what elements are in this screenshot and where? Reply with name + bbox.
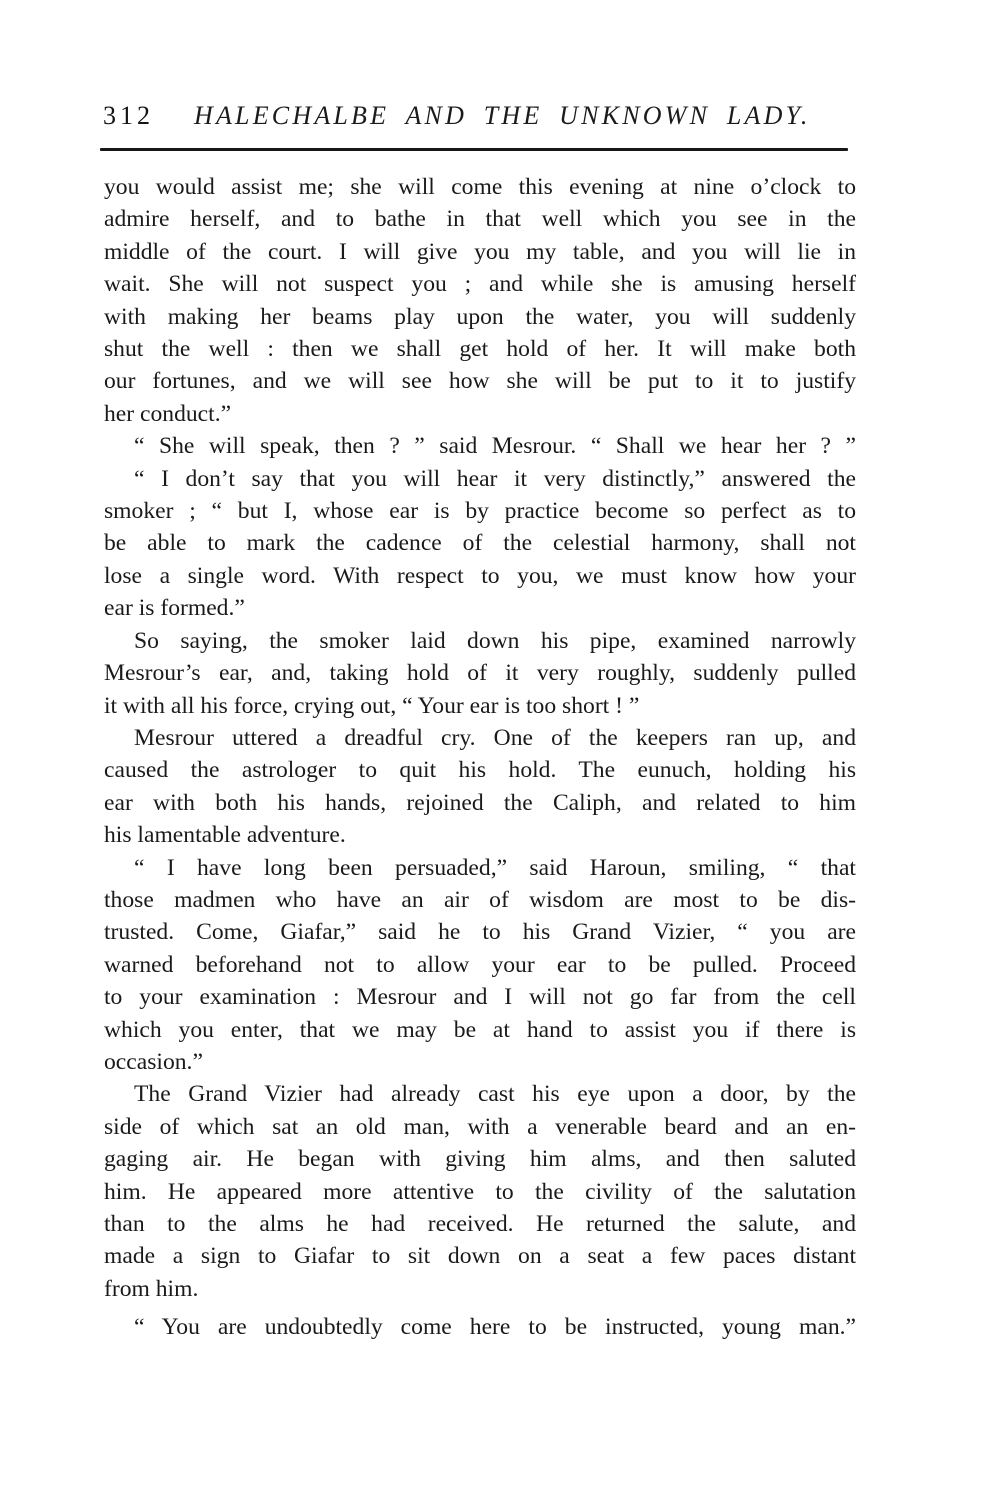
- text-line: ear is formed.”: [104, 595, 245, 622]
- text-line: caused the astrologer to quit his hold. The eunuch, holding his: [104, 757, 856, 784]
- header-rule: [100, 148, 848, 151]
- text-line: you would assist me; she will come this evening at nine o’clock to: [104, 174, 856, 200]
- page-number: 312: [103, 101, 154, 130]
- paragraph: [104, 625, 856, 722]
- running-head-title: HALECHALBE AND THE UNKNOWN LADY.: [194, 101, 811, 130]
- paragraph: [104, 852, 856, 1079]
- text-line: warned beforehand not to allow your ear to be pulled. Proceed: [104, 951, 856, 978]
- text-line: The Grand Vizier had already cast his eye upon a door, by the: [134, 1081, 856, 1108]
- text-block: [104, 171, 856, 1344]
- text-line: “ I don’t say that you will hear it very distinctly,” answered the: [134, 465, 856, 492]
- paragraph: [104, 722, 856, 852]
- text-line: his lamentable adventure.: [104, 822, 346, 849]
- text-line: side of which sat an old man, with a venerable beard and an en-: [104, 1113, 856, 1140]
- text-line: to your examination : Mesrour and I will not go far from the cell: [104, 984, 856, 1011]
- text-line: gaging air. He began with giving him alms, and then saluted: [104, 1146, 856, 1173]
- paragraph: [104, 430, 856, 462]
- paragraph: [104, 1078, 856, 1305]
- text-line: than to the alms he had received. He returned the salute, and: [104, 1211, 856, 1237]
- paragraph: [104, 1311, 856, 1343]
- text-line: middle of the court. I will give you my table, and you will lie in: [104, 238, 856, 265]
- text-line: So saying, the smoker laid down his pipe, examined narrowly: [134, 627, 856, 654]
- text-line: wait. She will not suspect you ; and while she is amusing herself: [104, 271, 856, 298]
- text-line: be able to mark the cadence of the celestial harmony, shall not: [104, 530, 856, 557]
- text-line: made a sign to Giafar to sit down on a seat a few paces distant: [104, 1243, 856, 1270]
- text-line: it with all his force, crying out, “ Your ear is too short ! ”: [104, 692, 640, 719]
- text-line: with making her beams play upon the water, you will suddenly: [104, 303, 856, 330]
- text-line: shut the well : then we shall get hold of her. It will make both: [104, 336, 856, 363]
- text-line: Mesrour’s ear, and, taking hold of it very roughly, suddenly pulled: [104, 660, 856, 687]
- text-line: smoker ; “ but I, whose ear is by practice become so perfect as to: [104, 498, 856, 525]
- text-line: “ I have long been persuaded,” said Haroun, smiling, “ that: [134, 854, 856, 881]
- running-head: [103, 101, 851, 131]
- text-line: her conduct.”: [104, 400, 232, 427]
- paragraph: [104, 171, 856, 430]
- text-line: our fortunes, and we will see how she will be put to it to justify: [104, 368, 856, 395]
- text-line: admire herself, and to bathe in that well which you see in the: [104, 206, 856, 233]
- text-line: occasion.”: [104, 1048, 203, 1075]
- paragraph: [104, 463, 856, 625]
- text-line: “ She will speak, then ? ” said Mesrour. “ Shall we hear her ? ”: [134, 433, 856, 460]
- text-line: those madmen who have an air of wisdom are most to be dis-: [104, 886, 856, 913]
- text-line: him. He appeared more attentive to the civility of the salutation: [104, 1178, 856, 1205]
- text-line: ear with both his hands, rejoined the Caliph, and related to him: [104, 789, 856, 816]
- text-line: trusted. Come, Giafar,” said he to his Grand Vizier, “ you are: [104, 919, 856, 946]
- text-line: lose a single word. With respect to you, we must know how your: [104, 562, 856, 589]
- text-line: from him.: [104, 1275, 199, 1302]
- text-line: “ You are undoubtedly come here to be instructed, young man.”: [134, 1314, 856, 1341]
- text-line: which you enter, that we may be at hand to assist you if there is: [104, 1016, 856, 1043]
- text-line: Mesrour uttered a dreadful cry. One of the keepers ran up, and: [134, 724, 856, 751]
